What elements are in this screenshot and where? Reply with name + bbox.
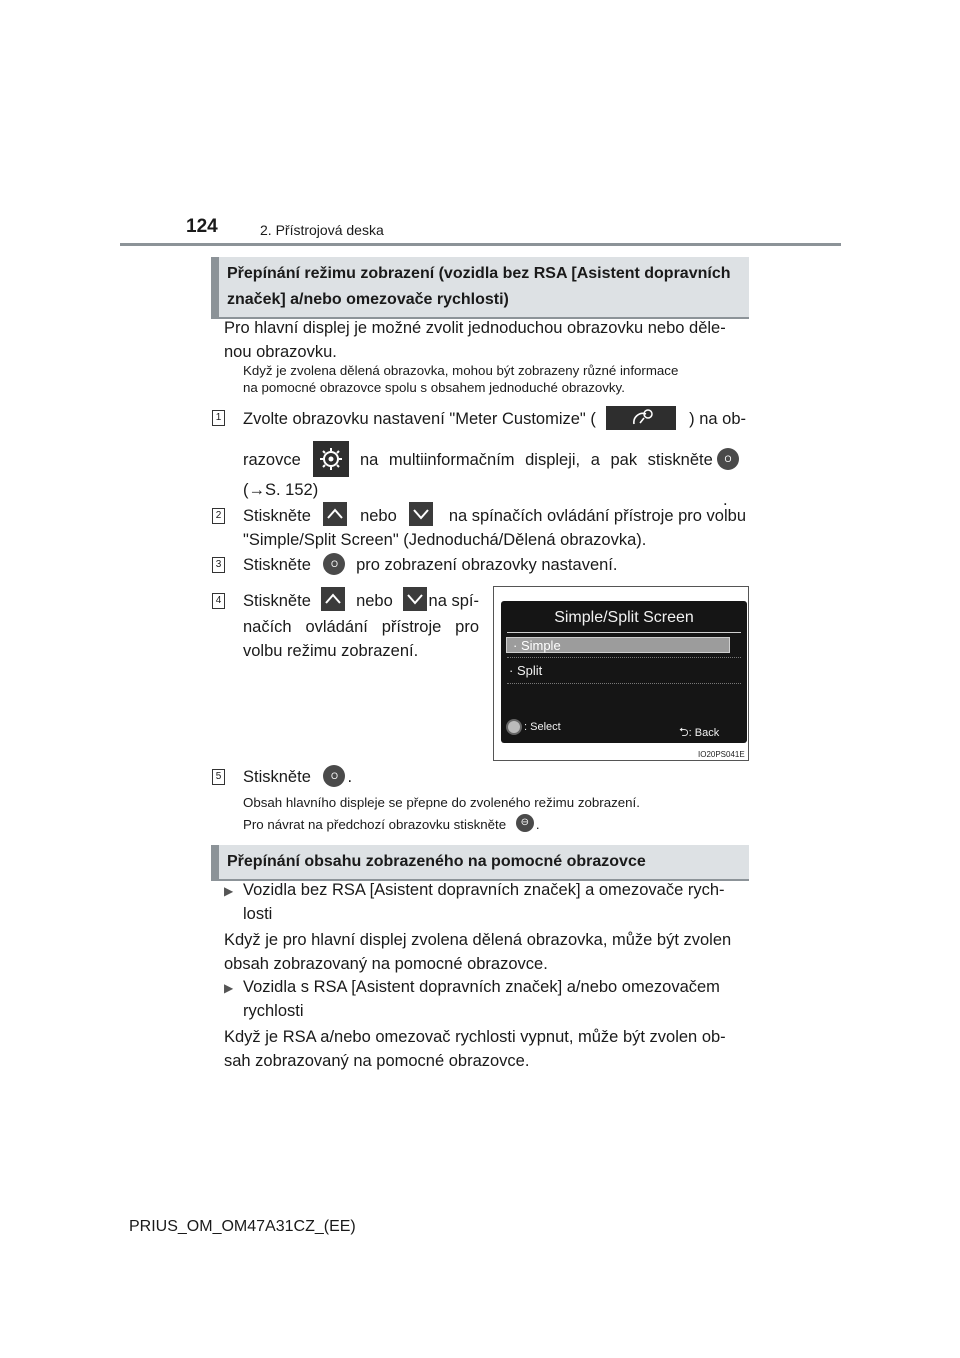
text-line: Když je zvolena dělená obrazovka, mohou být zobrazeny různé informace — [243, 363, 679, 378]
back-button-icon: ⊖ — [516, 814, 534, 832]
up-arrow-icon — [323, 502, 347, 526]
option-divider — [507, 683, 741, 685]
text-line: načích ovládání přístroje pro — [243, 617, 479, 636]
section-heading-line: Přepínání režimu zobrazení (vozidla bez RSA [Asistent dopravních — [227, 265, 731, 282]
option-split: · Split — [509, 663, 543, 678]
text-line: Když je RSA a/nebo omezovač rychlosti vypnut, může být zvolen ob- — [224, 1028, 726, 1046]
text: Zvolte obrazovku nastavení "Meter Customize" ( — [243, 410, 596, 428]
ok-button-icon: O — [323, 765, 345, 787]
down-arrow-icon — [409, 502, 433, 526]
section-heading-line: Přepínání obsahu zobrazeného na pomocné obrazovce — [227, 853, 646, 870]
text: Stiskněte — [243, 507, 311, 525]
text-line: sah zobrazovaný na pomocné obrazovce. — [224, 1052, 530, 1070]
text: . — [723, 491, 728, 509]
header-rule — [120, 243, 841, 246]
back-arrow-icon: ⮌ — [679, 725, 689, 739]
page-number: 124 — [186, 216, 218, 237]
step-2-line2: "Simple/Split Screen" (Jednoduchá/Dělená obrazovka). — [243, 531, 647, 549]
triangle-bullet-icon: ▶ — [224, 884, 234, 898]
text: : Select — [524, 720, 561, 733]
text: razovce — [243, 451, 301, 469]
text-line: volbu režimu zobrazení. — [243, 641, 419, 660]
text: pro zobrazení obrazovky nastavení. — [356, 556, 618, 574]
select-hint — [506, 719, 561, 735]
text: na spí- — [428, 592, 479, 610]
step-number: 5 — [212, 769, 225, 785]
triangle-bullet-icon: ▶ — [224, 981, 234, 995]
text: Pro návrat na předchozí obrazovku stiskněte — [243, 817, 507, 832]
step-number: 4 — [212, 593, 225, 609]
step-5-note1: Obsah hlavního displeje se přepne do zvoleného režimu zobrazení. — [243, 795, 640, 810]
simple-split-screen — [501, 601, 747, 743]
down-arrow-icon — [403, 587, 427, 611]
text-line: losti — [243, 905, 273, 923]
text: : Back — [688, 727, 720, 739]
text: ) na ob- — [689, 410, 746, 428]
text: . — [535, 817, 540, 832]
text-line — [243, 589, 479, 614]
text-line: obsah zobrazovaný na pomocné obrazovce. — [224, 955, 548, 973]
step-3-line — [243, 553, 617, 577]
option-simple: · Simple — [506, 637, 730, 653]
text: . — [347, 768, 353, 786]
section-heading-sub-screen — [211, 845, 749, 879]
text: na multiinformačním displeji, a pak stiskněte — [359, 451, 713, 469]
text: Stiskněte — [243, 556, 311, 574]
section-heading-display-mode — [211, 257, 749, 317]
screen-title: Simple/Split Screen — [554, 609, 694, 626]
text-line: Vozidla bez RSA [Asistent dopravních značek] a omezovače rych- — [243, 881, 725, 899]
text-line: Když je pro hlavní displej zvolena dělená obrazovka, může být zvolen — [224, 931, 732, 949]
settings-gear-icon — [313, 441, 349, 477]
step-1-ref: (→S. 152) — [243, 481, 319, 499]
up-arrow-icon — [321, 587, 345, 611]
text-line: na pomocné obrazovce spolu s obsahem jednoduché obrazovky. — [243, 380, 625, 395]
text-line: Vozidla s RSA [Asistent dopravních značek] a/nebo omezovačem — [243, 978, 720, 996]
step-number: 1 — [212, 410, 225, 426]
step-4-text — [243, 589, 479, 663]
ok-button-icon: O — [717, 448, 739, 470]
back-hint — [679, 723, 719, 744]
chapter-title: 2. Přístrojová deska — [260, 222, 384, 238]
step-number: 2 — [212, 508, 225, 524]
text: na spínačích ovládání přístroje pro volbu — [448, 507, 746, 525]
text: Stiskněte — [243, 768, 311, 786]
step-1-line1 — [243, 407, 746, 432]
text: nebo — [356, 592, 393, 610]
paragraph-2 — [224, 1025, 746, 1073]
step-5-line — [243, 765, 352, 789]
step-number: 3 — [212, 557, 225, 573]
section-heading-line: značek] a/nebo omezovače rychlosti) — [227, 291, 509, 308]
step-5-note2 — [243, 816, 540, 834]
ok-button-icon: O — [323, 553, 345, 575]
text: Stiskněte — [243, 592, 311, 610]
document-id: PRIUS_OM_OM47A31CZ_(EE) — [129, 1218, 356, 1235]
meter-customize-icon — [606, 406, 676, 430]
bullet-1 — [224, 878, 746, 926]
bullet-2 — [224, 975, 746, 1023]
intro-note — [243, 362, 746, 396]
option-divider — [507, 657, 741, 659]
step-2-line1 — [243, 504, 746, 529]
text-line: Pro hlavní displej je možné zvolit jednoduchou obrazovku nebo děle- — [224, 319, 726, 337]
paragraph-1 — [224, 928, 746, 976]
select-knob-icon — [506, 719, 522, 735]
illustration-code: IO20PS041E — [698, 750, 745, 759]
intro-paragraph — [224, 316, 746, 364]
screen-divider — [507, 632, 741, 633]
text-line: rychlosti — [243, 1002, 304, 1020]
text: nebo — [360, 507, 397, 525]
text-line: nou obrazovku. — [224, 343, 337, 361]
